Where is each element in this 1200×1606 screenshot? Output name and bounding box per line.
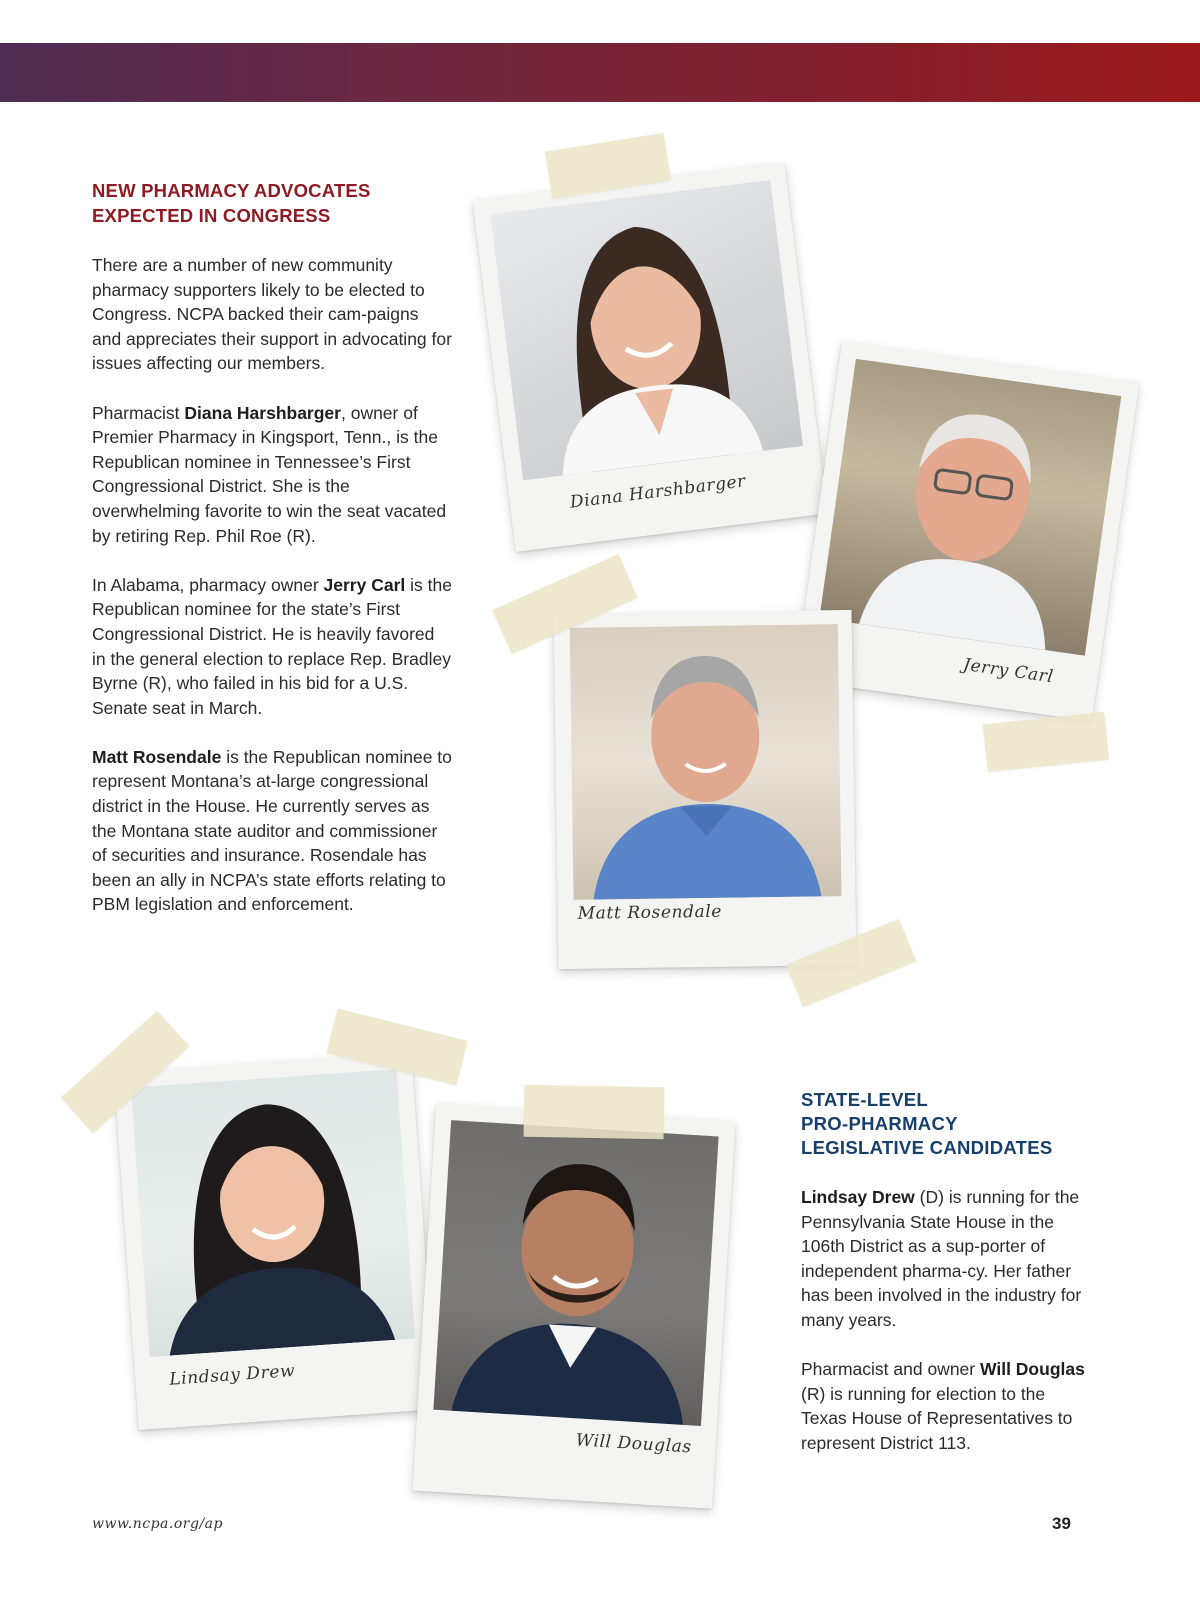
intro-paragraph: There are a number of new community pharmacy supporters likely to be elected to Congress. NCPA backed their cam-paigns and appreciates their support in advocating for issues affecting our members. xyxy=(92,255,452,374)
text: is the Republican nominee to represent Montana’s at-large congressional district in the House. He currently serves as the Montana state auditor and commissioner of securities and insurance. Rosendale has been an ally in NCPA’s state efforts relating to PBM legislation and enforcement. xyxy=(92,746,452,915)
text: Pharmacist xyxy=(92,402,185,423)
portrait-figure xyxy=(490,180,803,480)
portrait-photo xyxy=(433,1120,718,1426)
text: (R) is running for election to the Texas House of Representatives to represent District 113. xyxy=(801,1383,1073,1453)
photo-caption: Will Douglas xyxy=(575,1430,693,1458)
footer-url[interactable]: www.ncpa.org/ap xyxy=(92,1516,223,1532)
carl-paragraph xyxy=(92,573,452,721)
text: (D) is running for the Pennsylvania State House in the 106th District as a sup-porter of independent pharma-cy. Her father has been involved in the industry for many years. xyxy=(801,1187,1082,1330)
heading-line: PRO-PHARMACY xyxy=(801,1113,958,1134)
heading-line: EXPECTED IN CONGRESS xyxy=(92,205,331,226)
article-column xyxy=(92,178,452,942)
page-number: 39 xyxy=(1052,1514,1071,1533)
photo-matt-rosendale xyxy=(554,610,857,969)
portrait-figure xyxy=(819,359,1121,656)
photo-lindsay-drew xyxy=(114,1052,436,1430)
heading-line: NEW PHARMACY ADVOCATES xyxy=(92,180,371,201)
harshbarger-paragraph xyxy=(92,401,452,549)
photo-caption: Jerry Carl xyxy=(961,654,1055,688)
text: In Alabama, pharmacy owner xyxy=(92,574,324,595)
photo-caption: Diana Harshbarger xyxy=(568,471,747,513)
photo-caption: Lindsay Drew xyxy=(168,1360,296,1390)
portrait-photo xyxy=(131,1069,415,1357)
portrait-photo xyxy=(490,180,803,480)
heading-line: STATE-LEVEL xyxy=(801,1089,928,1110)
portrait-figure xyxy=(433,1120,718,1426)
name-diana: Diana Harshbarger xyxy=(184,402,341,423)
photo-will-douglas xyxy=(412,1103,735,1509)
text: is the Republican nominee for the state’s First Congressional District. He is heavily favored in the general election to replace Rep. Bradley Byrne (R), who failed in his bid for a U.S. Senate seat in March. xyxy=(92,574,452,718)
name-lindsay: Lindsay Drew xyxy=(801,1187,915,1207)
text: Pharmacist and owner xyxy=(801,1359,980,1380)
tape-strip xyxy=(524,1085,665,1139)
name-matt: Matt Rosendale xyxy=(92,746,222,767)
tape-strip xyxy=(983,712,1109,772)
header-color-band xyxy=(0,43,1200,102)
rosendale-paragraph xyxy=(92,745,452,917)
portrait-photo xyxy=(819,359,1121,656)
sidebar-heading xyxy=(801,1088,1091,1160)
text: , owner of Premier Pharmacy in Kingsport, Tenn., is the Republican nominee in Tennessee’s First Congressional District. She is the overwhelming favorite to win the seat vacated by retiring Rep. Phil Roe (R). xyxy=(92,402,447,546)
state-candidates-column xyxy=(801,1088,1091,1480)
portrait-figure xyxy=(570,624,842,900)
heading-line: LEGISLATIVE CANDIDATES xyxy=(801,1137,1053,1158)
article-heading xyxy=(92,178,452,228)
portrait-photo xyxy=(570,624,842,900)
portrait-figure xyxy=(131,1069,415,1357)
douglas-paragraph xyxy=(801,1357,1091,1455)
photo-diana-harshbarger xyxy=(473,162,828,552)
drew-paragraph xyxy=(801,1185,1091,1333)
photo-caption: Matt Rosendale xyxy=(577,901,723,924)
name-jerry: Jerry Carl xyxy=(323,574,406,595)
name-will: Will Douglas xyxy=(979,1359,1085,1380)
